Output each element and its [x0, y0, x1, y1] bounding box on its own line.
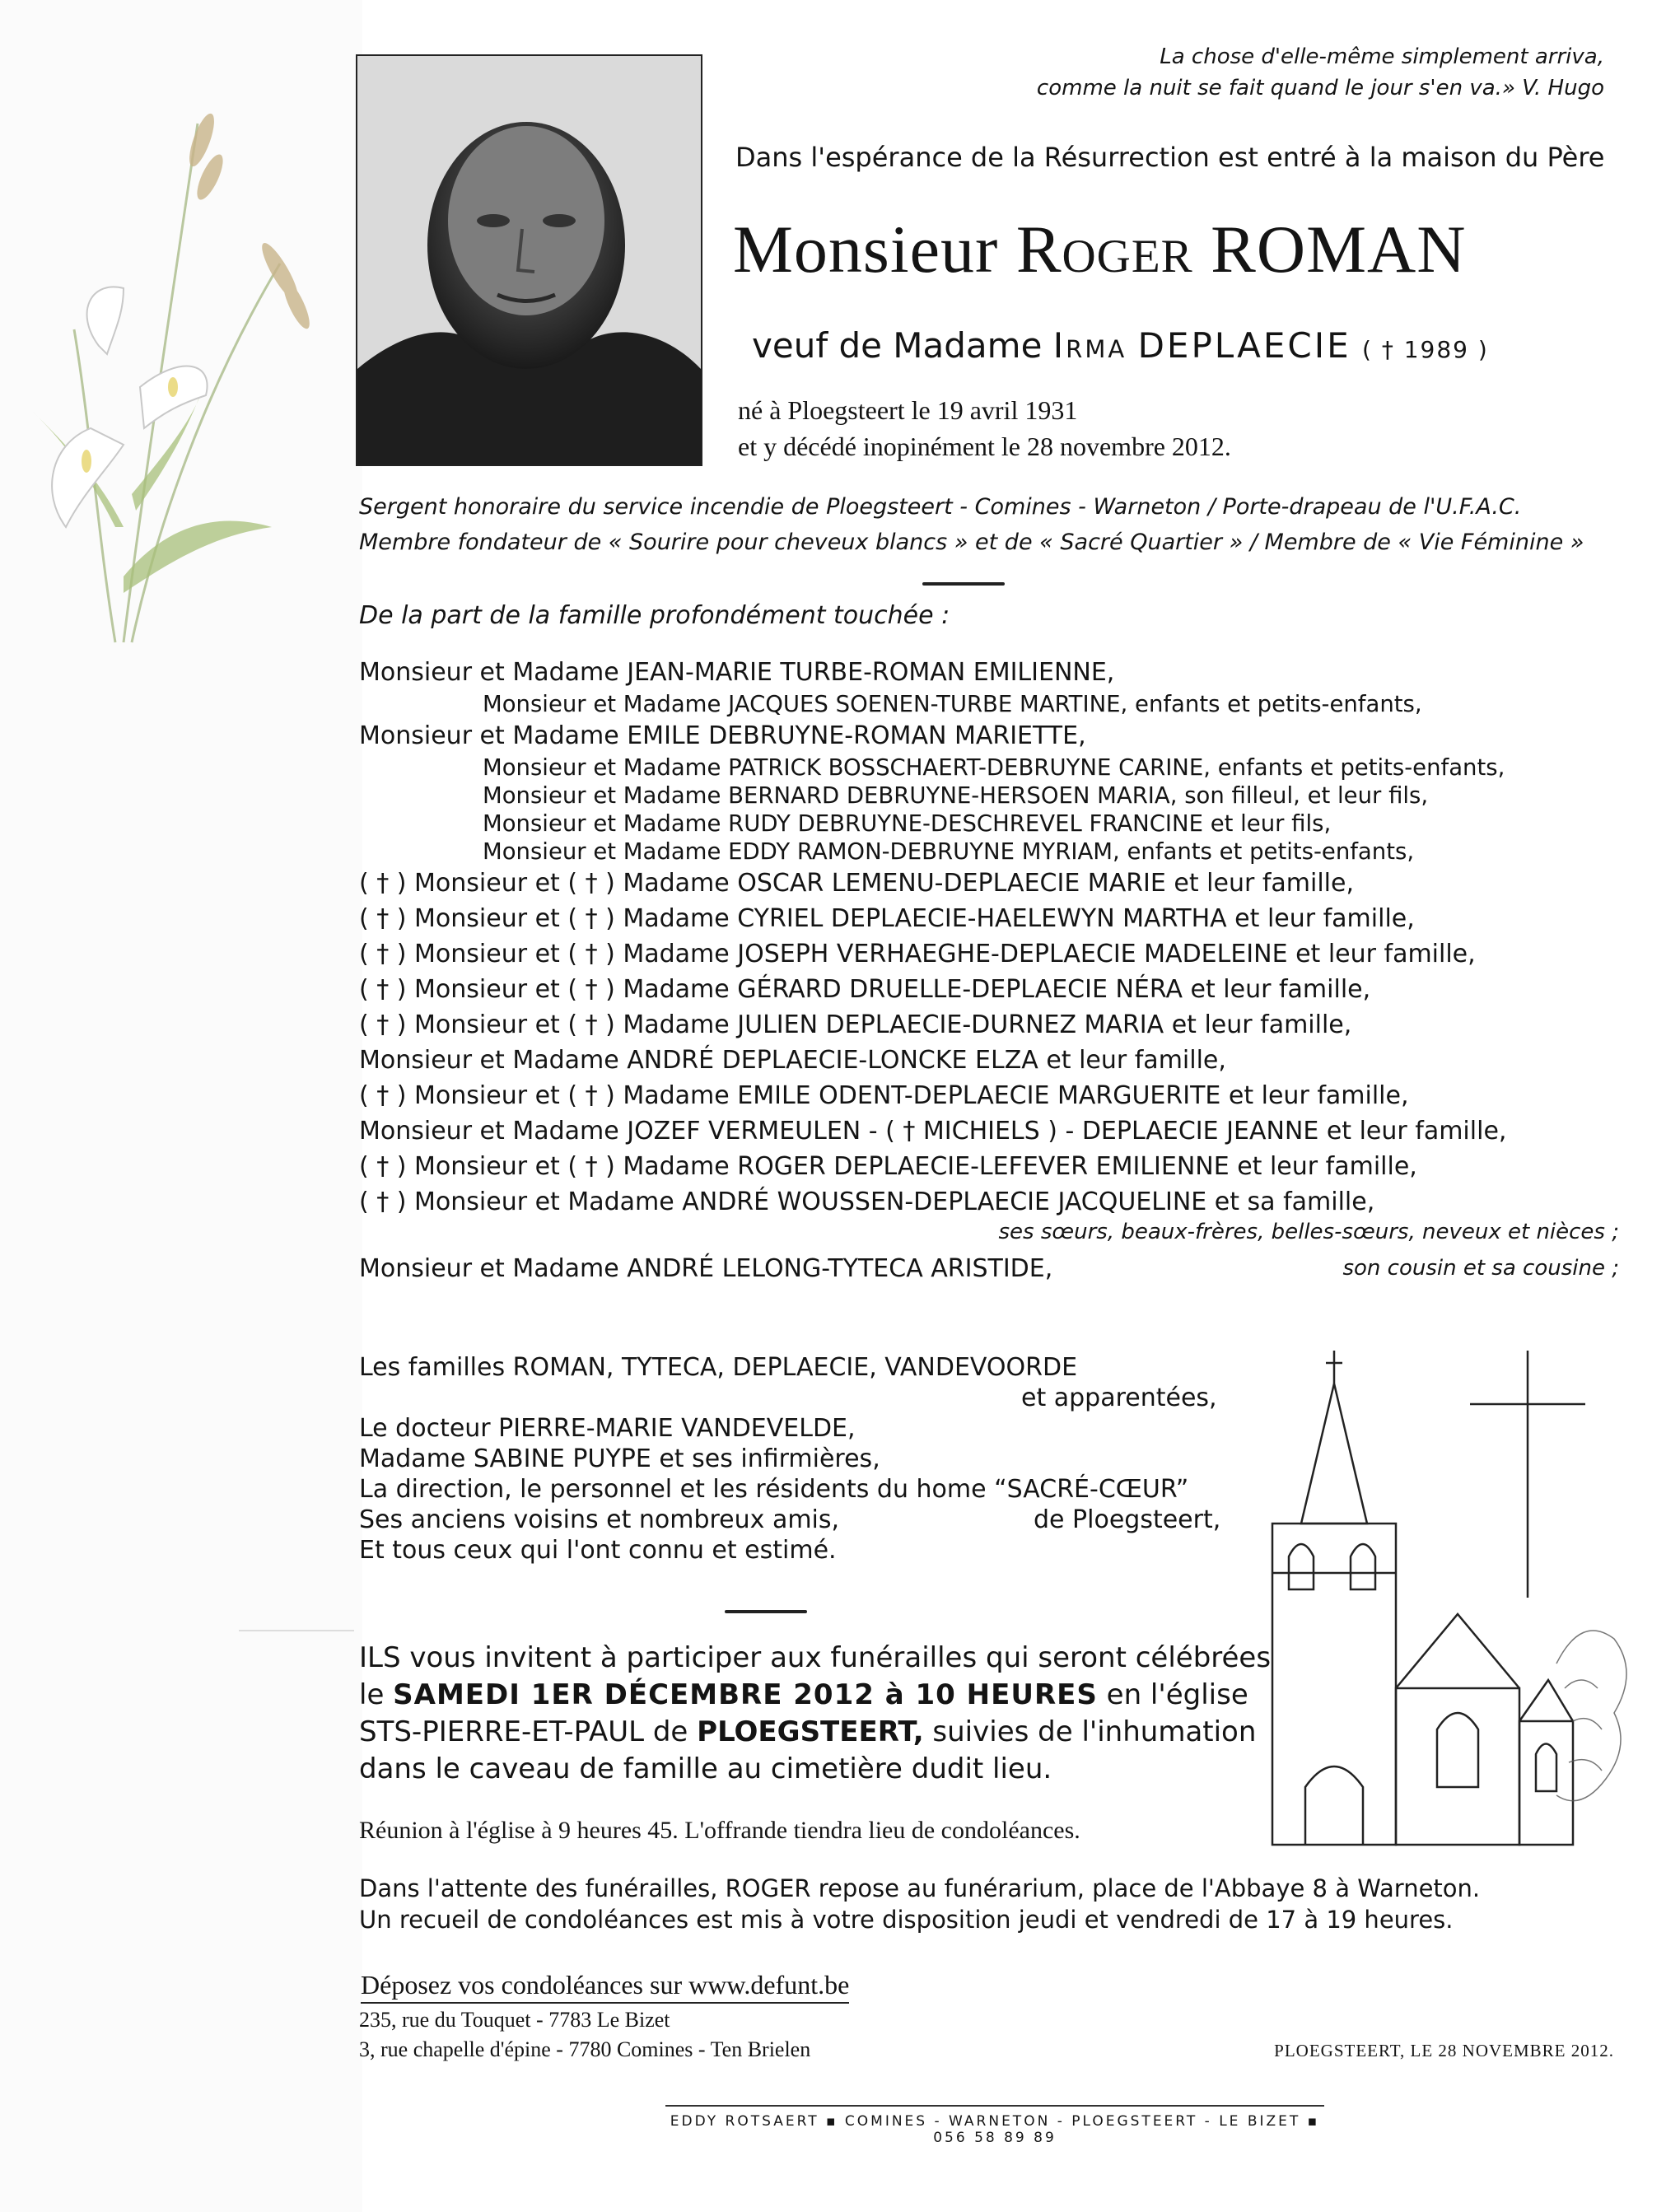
- condolences-link[interactable]: Déposez vos condoléances sur www.defunt.be: [361, 1970, 849, 2004]
- funerarium-line-2: Un recueil de condoléances est mis à votre disposition jeudi et vendredi de 17 à 19 heures.: [359, 1906, 1454, 1934]
- neighbours-line: Ses anciens voisins et nombreux amis,: [359, 1505, 840, 1534]
- nurses-line: Madame SABINE PUYPE et ses infirmières,: [359, 1444, 880, 1473]
- lily-wheat-illustration: [0, 0, 362, 2212]
- invite-le: le: [359, 1678, 394, 1711]
- birth-line: né à Ploegsteert le 19 avril 1931: [738, 395, 1078, 425]
- cousin-note: son cousin et sa cousine ;: [1342, 1256, 1619, 1281]
- widower-last: DEPLAECIE: [1137, 325, 1351, 366]
- footer: EDDY ROTSAERT ▪ COMINES - WARNETON - PLOEGSTEERT - LE BIZET ▪ 056 58 89 89: [665, 2105, 1324, 2146]
- invite-line-3: [359, 1715, 1256, 1748]
- cousin-text: Monsieur et Madame ANDRÉ LELONG-TYTECA ARISTIDE,: [359, 1254, 1053, 1283]
- quote-line-1: La chose d'elle-même simplement arriva,: [1160, 44, 1604, 69]
- name-first: Roger: [1015, 212, 1193, 287]
- invite-church: STS-PIERRE-ET-PAUL: [359, 1715, 645, 1748]
- church-illustration: [1252, 1334, 1631, 1853]
- family-row: Monsieur et Madame RUDY DEBRUYNE-DESCHREVEL FRANCINE et leur fils,: [483, 810, 1332, 837]
- cousin-row: [359, 1251, 1619, 1286]
- family-row: ( † ) Monsieur et ( † ) Madame JOSEPH VERHAEGHE-DEPLAECIE MADELEINE et leur famille,: [359, 940, 1476, 968]
- related-line: et apparentées,: [1021, 1384, 1217, 1412]
- family-row: Monsieur et Madame EMILE DEBRUYNE-ROMAN MARIETTE,: [359, 721, 1086, 750]
- invite-line-4: dans le caveau de famille au cimetière dudit lieu.: [359, 1752, 1052, 1785]
- invite-line-2: [359, 1678, 1248, 1711]
- family-row: Monsieur et Madame EDDY RAMON-DEBRUYNE MYRIAM, enfants et petits-enfants,: [483, 838, 1415, 865]
- deceased-name: [733, 211, 1466, 288]
- family-row: Monsieur et Madame PATRICK BOSSCHAERT-DEBRUYNE CARINE, enfants et petits-enfants,: [483, 754, 1505, 781]
- families-line: Les familles ROMAN, TYTECA, DEPLAECIE, VANDEVOORDE: [359, 1353, 1078, 1382]
- siblings-note: ses sœurs, beaux-frères, belles-sœurs, neveux et nièces ;: [998, 1220, 1619, 1244]
- family-row: ( † ) Monsieur et ( † ) Madame JULIEN DEPLAECIE-DURNEZ MARIA et leur famille,: [359, 1010, 1352, 1039]
- invite-line-1: ILS vous invitent à participer aux funérailles qui seront célébrées: [359, 1641, 1272, 1674]
- funerarium-line-1: Dans l'attente des funérailles, ROGER repose au funérarium, place de l'Abbaye 8 à Warneton.: [359, 1874, 1481, 1902]
- family-row: ( † ) Monsieur et Madame ANDRÉ WOUSSEN-DEPLAECIE JACQUELINE et sa famille,: [359, 1188, 1375, 1216]
- death-line: et y décédé inopinément le 28 novembre 2012.: [738, 432, 1231, 461]
- invite-de: de: [644, 1715, 698, 1748]
- family-row: ( † ) Monsieur et ( † ) Madame OSCAR LEMENU-DEPLAECIE MARIE et leur famille,: [359, 869, 1354, 898]
- doctor-line: Le docteur PIERRE-MARIE VANDEVELDE,: [359, 1414, 856, 1443]
- invite-eglise: en l'église: [1097, 1678, 1248, 1711]
- roles-line-2: Membre fondateur de « Sourire pour cheveux blancs » et de « Sacré Quartier » / Membre de « Vie Féminine »: [359, 530, 1584, 555]
- place-line: de Ploegsteert,: [1034, 1505, 1221, 1534]
- all-line: Et tous ceux qui l'ont connu et estimé.: [359, 1536, 837, 1565]
- family-row: Monsieur et Madame ANDRÉ DEPLAECIE-LONCKE ELZA et leur famille,: [359, 1046, 1226, 1075]
- address-line-2: 3, rue chapelle d'épine - 7780 Comines - Ten Brielen: [359, 2037, 811, 2061]
- family-row: Monsieur et Madame JOZEF VERMEULEN - ( † MICHIELS ) - DEPLAECIE JEANNE et leur famille,: [359, 1117, 1507, 1146]
- family-row: Monsieur et Madame BERNARD DEBRUYNE-HERSOEN MARIA, son filleul, et leur fils,: [483, 782, 1429, 809]
- family-intro: De la part de la famille profondément touchée :: [359, 601, 950, 630]
- family-list: [359, 655, 1619, 1286]
- family-row: ( † ) Monsieur et ( † ) Madame GÉRARD DRUELLE-DEPLAECIE NÉRA et leur famille,: [359, 975, 1371, 1004]
- invite-date: SAMEDI 1ER DÉCEMBRE 2012 à 10 HEURES: [393, 1678, 1098, 1711]
- roles-line-1: Sergent honoraire du service incendie de Ploegsteert - Comines - Warneton / Porte-drapeau de l'U.F.A.C.: [359, 494, 1522, 520]
- widower-line: [752, 325, 1489, 366]
- family-row: ( † ) Monsieur et ( † ) Madame ROGER DEPLAECIE-LEFEVER EMILIENNE et leur famille,: [359, 1152, 1417, 1181]
- address-line-1: 235, rue du Touquet - 7783 Le Bizet: [359, 2008, 670, 2032]
- portrait-photo: [356, 54, 702, 466]
- meeting-line: Réunion à l'église à 9 heures 45. L'offrande tiendra lieu de condoléances.: [359, 1817, 1080, 1844]
- invite-suivies: suivies de l'inhumation: [923, 1715, 1257, 1748]
- home-line: La direction, le personnel et les résidents du home “SACRÉ-CŒUR”: [359, 1475, 1189, 1504]
- invite-town: PLOEGSTEERT,: [697, 1715, 924, 1748]
- name-last: ROMAN: [1211, 212, 1467, 287]
- separator-1: [922, 582, 1005, 586]
- place-date: PLOEGSTEERT, LE 28 NOVEMBRE 2012.: [1274, 2041, 1614, 2060]
- family-row: ( † ) Monsieur et ( † ) Madame CYRIEL DEPLAECIE-HAELEWYN MARTHA et leur famille,: [359, 904, 1415, 933]
- widower-prefix: veuf de Madame: [752, 325, 1043, 366]
- name-title: Monsieur: [733, 212, 999, 287]
- quote-line-2: comme la nuit se fait quand le jour s'en va.» V. Hugo: [1036, 76, 1604, 100]
- separator-2: [725, 1610, 807, 1613]
- family-row: Monsieur et Madame JEAN-MARIE TURBE-ROMAN EMILIENNE,: [359, 658, 1115, 687]
- widower-death: ( † 1989 ): [1362, 336, 1489, 363]
- intro-text: Dans l'espérance de la Résurrection est entré à la maison du Père: [735, 142, 1605, 173]
- widower-first: Irma: [1052, 325, 1127, 366]
- family-row: Monsieur et Madame JACQUES SOENEN-TURBE MARTINE, enfants et petits-enfants,: [483, 691, 1422, 717]
- family-row: ( † ) Monsieur et ( † ) Madame EMILE ODENT-DEPLAECIE MARGUERITE et leur famille,: [359, 1081, 1409, 1110]
